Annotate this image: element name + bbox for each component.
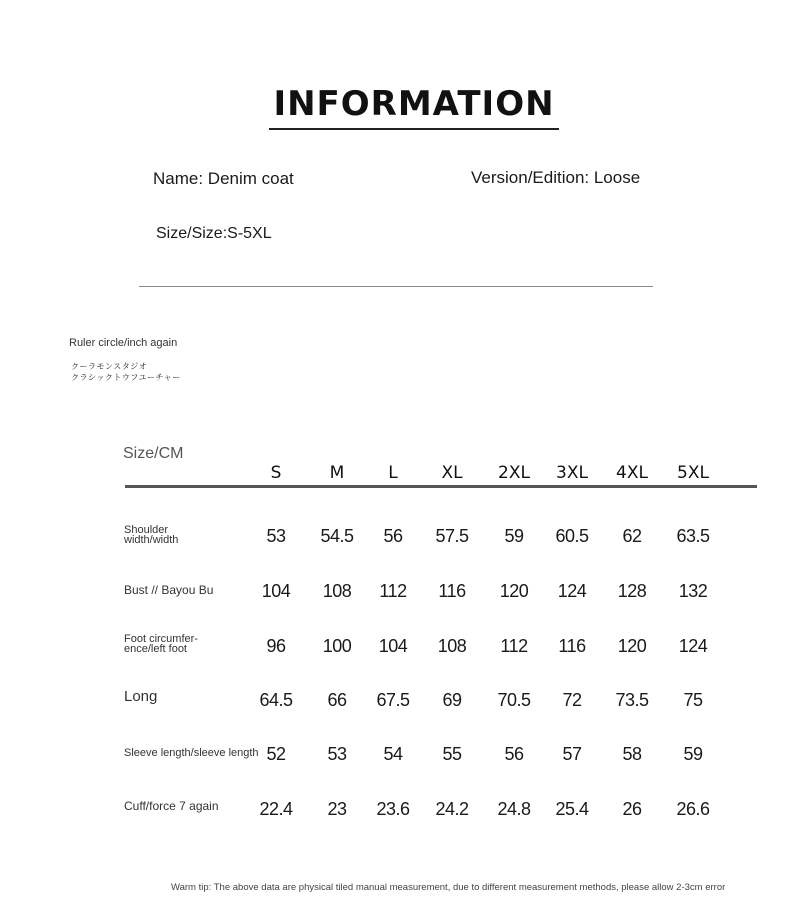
table-cell: 75 xyxy=(683,690,703,710)
table-cell: 70.5 xyxy=(497,690,531,710)
size-header-s: S xyxy=(270,463,282,483)
product-name: Name: Denim coat xyxy=(153,169,294,188)
size-header-5xl: 5XL xyxy=(677,463,709,483)
table-cell: 96 xyxy=(266,636,286,656)
table-cell: 57 xyxy=(562,744,582,764)
table-header-rule xyxy=(125,485,757,488)
table-cell: 25.4 xyxy=(555,799,589,819)
japanese-line-1: クーラモンスタジオ xyxy=(71,362,148,371)
table-cell: 53 xyxy=(266,526,286,546)
table-cell: 120 xyxy=(499,581,529,601)
row-label xyxy=(124,634,198,654)
table-cell: 24.8 xyxy=(497,799,531,819)
row-label xyxy=(124,748,259,758)
table-cell: 59 xyxy=(504,526,524,546)
product-size-range: Size/Size:S-5XL xyxy=(156,225,272,242)
page-title: INFORMATION xyxy=(273,84,555,124)
ruler-note: Ruler circle/inch again xyxy=(69,337,178,349)
size-header-3xl: 3XL xyxy=(556,463,588,483)
table-cell: 116 xyxy=(438,581,466,601)
table-cell: 108 xyxy=(322,581,352,601)
table-cell: 63.5 xyxy=(676,526,710,546)
row-label-line: Foot circumfer- xyxy=(124,633,198,645)
table-cell: 56 xyxy=(504,744,524,764)
table-cell: 57.5 xyxy=(435,526,469,546)
row-label-line: Sleeve length/sleeve length xyxy=(124,747,259,759)
warm-tip: Warm tip: The above data are physical tiled manual measurement, due to different measurement methods, please allow 2-3cm error xyxy=(171,882,726,893)
row-label-line: Bust // Bayou Bu xyxy=(124,583,214,597)
size-header-2xl: 2XL xyxy=(498,463,530,483)
table-cell: 104 xyxy=(378,636,408,656)
table-cell: 73.5 xyxy=(615,690,649,710)
size-unit-label: Size/CM xyxy=(123,445,184,462)
table-cell: 124 xyxy=(557,581,587,601)
info-divider xyxy=(139,286,653,287)
product-version: Version/Edition: Loose xyxy=(471,168,641,187)
row-label-line: ence/left foot xyxy=(124,643,187,655)
table-cell: 22.4 xyxy=(259,799,293,819)
row-label xyxy=(124,525,178,545)
table-cell: 112 xyxy=(500,636,528,656)
table-cell: 116 xyxy=(558,636,586,656)
table-cell: 54 xyxy=(383,744,403,764)
table-cell: 112 xyxy=(379,581,407,601)
table-cell: 56 xyxy=(383,526,403,546)
table-cell: 26.6 xyxy=(676,799,710,819)
table-cell: 26 xyxy=(622,799,642,819)
table-cell: 55 xyxy=(442,744,462,764)
table-cell: 67.5 xyxy=(376,690,410,710)
table-cell: 128 xyxy=(617,581,647,601)
table-cell: 60.5 xyxy=(555,526,589,546)
row-label xyxy=(124,801,219,812)
table-cell: 58 xyxy=(622,744,642,764)
row-label-line: Cuff/force 7 again xyxy=(124,799,219,813)
table-cell: 62 xyxy=(622,526,642,546)
japanese-line-2: クラシックトウフユーチャー xyxy=(71,373,181,382)
title-underline xyxy=(269,128,559,130)
table-cell: 52 xyxy=(266,744,286,764)
table-cell: 64.5 xyxy=(259,690,293,710)
table-cell: 69 xyxy=(442,690,462,710)
size-header-4xl: 4XL xyxy=(616,463,648,483)
table-cell: 24.2 xyxy=(435,799,469,819)
row-label xyxy=(124,585,213,596)
table-cell: 53 xyxy=(327,744,347,764)
table-cell: 124 xyxy=(678,636,708,656)
row-label xyxy=(124,690,157,704)
table-cell: 108 xyxy=(437,636,467,656)
table-cell: 66 xyxy=(327,690,347,710)
table-cell: 23.6 xyxy=(376,799,410,819)
table-cell: 104 xyxy=(261,581,291,601)
size-header-m: M xyxy=(329,463,345,483)
row-label-line: width/width xyxy=(124,534,179,546)
table-cell: 59 xyxy=(683,744,703,764)
table-cell: 23 xyxy=(327,799,347,819)
table-cell: 120 xyxy=(617,636,647,656)
table-cell: 132 xyxy=(678,581,708,601)
table-cell: 100 xyxy=(322,636,352,656)
table-cell: 54.5 xyxy=(320,526,354,546)
table-cell: 72 xyxy=(562,690,582,710)
size-header-xl: XL xyxy=(441,463,463,483)
row-label-line: Long xyxy=(124,688,158,705)
size-header-l: L xyxy=(388,463,398,483)
row-label-line: Shoulder xyxy=(124,524,169,536)
